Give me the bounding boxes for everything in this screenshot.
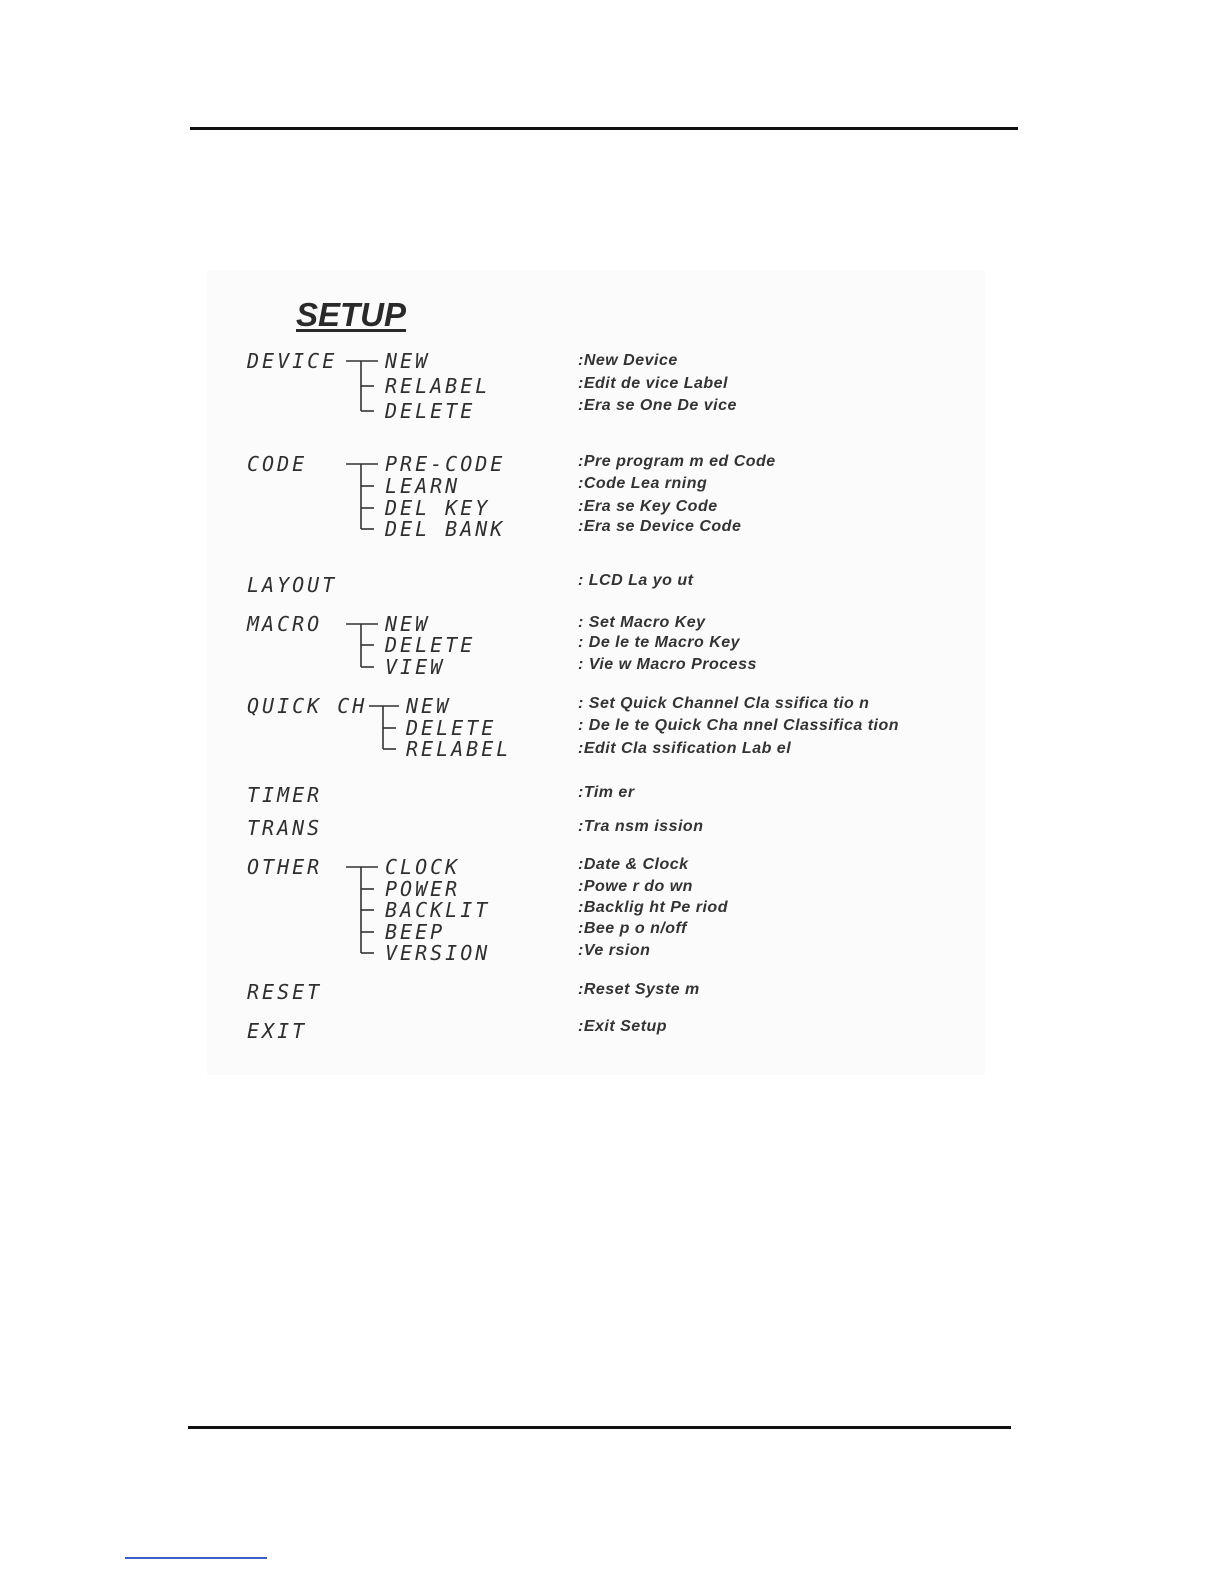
- desc-code-learn: :Code Lea rning: [578, 475, 708, 492]
- desc-macro-view: : Vie w Macro Process: [578, 656, 757, 673]
- desc-device-new: :New Device: [578, 352, 678, 369]
- desc-timer: :Tim er: [578, 784, 635, 801]
- desc-layout: : LCD La yo ut: [578, 572, 694, 589]
- submenu-macro-new: NEW: [385, 612, 431, 636]
- menu-macro: MACRO: [247, 612, 323, 636]
- submenu-quick-ch-relabel: RELABEL: [406, 737, 512, 761]
- submenu-device-relabel: RELABEL: [385, 374, 491, 398]
- submenu-macro-view: VIEW: [385, 655, 446, 679]
- desc-exit: :Exit Setup: [578, 1018, 668, 1035]
- menu-timer: TIMER: [247, 783, 323, 807]
- submenu-quick-ch-new: NEW: [406, 694, 452, 718]
- menu-quick-ch: QUICK CH: [247, 694, 368, 718]
- submenu-other-backlit: BACKLIT: [385, 898, 491, 922]
- desc-other-version: :Ve rsion: [578, 942, 651, 959]
- desc-code-pre-code: :Pre program m ed Code: [578, 453, 776, 470]
- submenu-other-power: POWER: [385, 877, 461, 901]
- menu-other: OTHER: [247, 855, 323, 879]
- desc-trans: :Tra nsm ission: [578, 818, 704, 835]
- setup-title: SETUP: [296, 296, 407, 333]
- desc-macro-new: : Set Macro Key: [578, 614, 706, 631]
- submenu-other-version: VERSION: [385, 941, 491, 965]
- desc-code-del-bank: :Era se Device Code: [578, 518, 742, 535]
- desc-other-clock: :Date & Clock: [578, 856, 689, 873]
- submenu-code-learn: LEARN: [385, 474, 461, 498]
- submenu-macro-delete: DELETE: [385, 633, 476, 657]
- submenu-code-del-key: DEL KEY: [385, 496, 491, 520]
- submenu-quick-ch-delete: DELETE: [406, 716, 497, 740]
- desc-other-backlit: :Backlig ht Pe riod: [578, 899, 728, 916]
- menu-code: CODE: [247, 452, 308, 476]
- submenu-code-del-bank: DEL BANK: [385, 517, 506, 541]
- submenu-device-delete: DELETE: [385, 399, 476, 423]
- bottom-rule: [188, 1426, 1011, 1429]
- submenu-other-beep: BEEP: [385, 920, 446, 944]
- menu-trans: TRANS: [247, 816, 323, 840]
- footer-link-underline[interactable]: [125, 1557, 267, 1559]
- desc-macro-delete: : De le te Macro Key: [578, 634, 741, 651]
- menu-exit: EXIT: [247, 1019, 308, 1043]
- desc-device-delete: :Era se One De vice: [578, 397, 737, 414]
- desc-quick-ch-relabel: :Edit Cla ssification Lab el: [578, 740, 792, 757]
- submenu-other-clock: CLOCK: [385, 855, 461, 879]
- top-rule: [190, 127, 1018, 130]
- desc-code-del-key: :Era se Key Code: [578, 498, 718, 515]
- menu-device: DEVICE: [247, 349, 338, 373]
- submenu-code-pre-code: PRE-CODE: [385, 452, 506, 476]
- desc-quick-ch-new: : Set Quick Channel Cla ssifica tio n: [578, 695, 870, 712]
- desc-device-relabel: :Edit de vice Label: [578, 375, 728, 392]
- submenu-device-new: NEW: [385, 349, 431, 373]
- desc-reset: :Reset Syste m: [578, 981, 700, 998]
- menu-reset: RESET: [247, 980, 323, 1004]
- desc-other-power: :Powe r do wn: [578, 878, 693, 895]
- desc-other-beep: :Bee p o n/off: [578, 920, 687, 937]
- desc-quick-ch-delete: : De le te Quick Cha nnel Classifica tion: [578, 717, 900, 734]
- menu-layout: LAYOUT: [247, 573, 338, 597]
